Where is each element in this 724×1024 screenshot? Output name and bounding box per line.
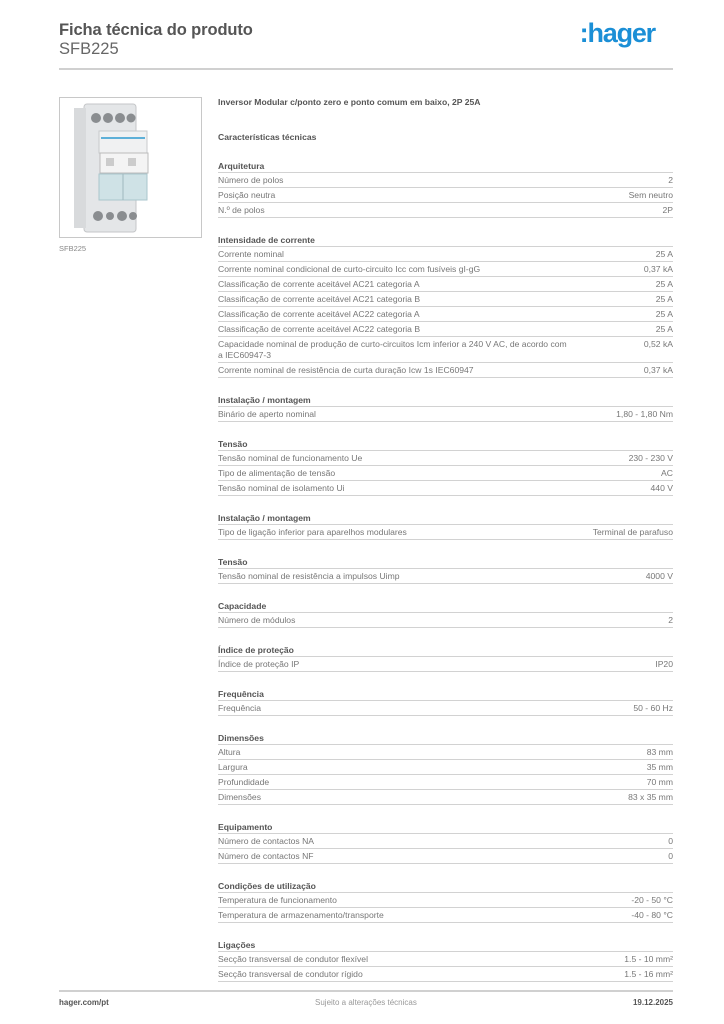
spec-label: Dimensões <box>218 792 261 802</box>
spec-value: 0 <box>668 851 673 861</box>
spec-row <box>218 701 673 716</box>
spec-label: Número de contactos NF <box>218 851 314 861</box>
spec-label: Número de contactos NA <box>218 836 315 846</box>
spec-row <box>218 203 673 218</box>
spec-row <box>218 525 673 540</box>
spec-row <box>218 967 673 982</box>
spec-group-title: Condições de utilização <box>218 879 673 893</box>
spec-label: Profundidade <box>218 777 270 787</box>
spec-group <box>218 820 673 871</box>
spec-label: Tipo de ligação inferior para aparelhos modulares <box>218 527 407 537</box>
spec-value: Sem neutro <box>628 190 673 200</box>
spec-value: 25 A <box>655 324 673 334</box>
spec-row <box>218 451 673 466</box>
spec-label: Classificação de corrente aceitável AC22 categoria A <box>218 309 420 319</box>
footer-date: 19.12.2025 <box>632 998 673 1007</box>
spec-label: Corrente nominal <box>218 249 284 259</box>
spec-group <box>218 731 673 812</box>
spec-group-title: Arquitetura <box>218 159 673 173</box>
spec-value: 2 <box>668 615 673 625</box>
spec-value: 1.5 - 16 mm² <box>624 969 673 979</box>
spec-value: 0,52 kA <box>643 339 673 349</box>
spec-value: 83 x 35 mm <box>628 792 673 802</box>
spec-value: 25 A <box>655 279 673 289</box>
spec-value: 4000 V <box>645 571 673 581</box>
spec-group <box>218 879 673 930</box>
spec-row <box>218 613 673 628</box>
spec-group <box>218 233 673 385</box>
footer-website[interactable]: hager.com/pt <box>59 998 109 1007</box>
spec-row <box>218 908 673 923</box>
spec-row <box>218 657 673 672</box>
spec-value: -20 - 50 °C <box>631 895 673 905</box>
spec-row <box>218 745 673 760</box>
spec-label: Tipo de alimentação de tensão <box>218 468 336 478</box>
spec-label: Largura <box>218 762 248 772</box>
spec-label: Frequência <box>218 703 261 713</box>
product-image-caption: SFB225 <box>59 244 87 253</box>
switch-device-illustration <box>60 98 201 237</box>
spec-row <box>218 952 673 967</box>
spec-group-title: Índice de proteção <box>218 643 673 657</box>
spec-label: N.º de polos <box>218 205 265 215</box>
spec-group <box>218 437 673 503</box>
spec-value: 230 - 230 V <box>628 453 673 463</box>
spec-label: Altura <box>218 747 241 757</box>
spec-label: Corrente nominal condicional de curto-circuito Icc com fusíveis gI-gG <box>218 264 481 274</box>
spec-label: Tensão nominal de funcionamento Ue <box>218 453 363 463</box>
document-title: Ficha técnica do produto <box>59 21 253 39</box>
spec-value: 2P <box>662 205 673 215</box>
spec-group-title: Tensão <box>218 555 673 569</box>
footer-divider <box>59 990 673 992</box>
spec-group <box>218 599 673 635</box>
spec-group-title: Dimensões <box>218 731 673 745</box>
spec-value: 25 A <box>655 309 673 319</box>
spec-value: 70 mm <box>646 777 673 787</box>
spec-value: 25 A <box>655 294 673 304</box>
spec-value: Terminal de parafuso <box>592 527 673 537</box>
product-code: SFB225 <box>59 40 119 58</box>
spec-label: Tensão nominal de resistência a impulsos Uimp <box>218 571 400 581</box>
spec-row <box>218 307 673 322</box>
header-divider <box>59 68 673 70</box>
spec-row <box>218 893 673 908</box>
spec-label: Classificação de corrente aceitável AC21 categoria A <box>218 279 420 289</box>
spec-group <box>218 555 673 591</box>
spec-label: Índice de proteção IP <box>218 659 300 669</box>
spec-row <box>218 173 673 188</box>
spec-value: 1,80 - 1,80 Nm <box>616 409 673 419</box>
spec-value: 1.5 - 10 mm² <box>624 954 673 964</box>
spec-value: 0 <box>668 836 673 846</box>
spec-value: IP20 <box>655 659 673 669</box>
spec-value: 440 V <box>650 483 673 493</box>
spec-label: Classificação de corrente aceitável AC21 categoria B <box>218 294 421 304</box>
spec-group <box>218 938 673 989</box>
spec-row <box>218 834 673 849</box>
page-footer <box>59 998 673 1007</box>
spec-group-title: Equipamento <box>218 820 673 834</box>
spec-value: 0,37 kA <box>643 365 673 375</box>
spec-row <box>218 188 673 203</box>
spec-value: 0,37 kA <box>643 264 673 274</box>
product-description: Inversor Modular c/ponto zero e ponto comum em baixo, 2P 25A <box>218 97 481 107</box>
spec-row <box>218 790 673 805</box>
product-image <box>59 97 202 238</box>
spec-value: 83 mm <box>646 747 673 757</box>
spec-group-title: Frequência <box>218 687 673 701</box>
spec-group-title: Instalação / montagem <box>218 393 673 407</box>
spec-row <box>218 262 673 277</box>
spec-group <box>218 511 673 547</box>
hager-logo: :hager <box>579 18 655 48</box>
spec-label: Temperatura de armazenamento/transporte <box>218 910 384 920</box>
spec-row <box>218 247 673 262</box>
spec-value: 35 mm <box>646 762 673 772</box>
spec-row <box>218 277 673 292</box>
spec-row <box>218 363 673 378</box>
spec-group <box>218 643 673 679</box>
spec-value: 25 A <box>655 249 673 259</box>
spec-row <box>218 775 673 790</box>
section-heading: Características técnicas <box>218 132 317 142</box>
spec-label: Capacidade nominal de produção de curto-circuitos Icm inferior a 240 V AC, de acordo com a IEC60947-3 <box>218 339 567 360</box>
spec-group <box>218 393 673 429</box>
spec-value: 50 - 60 Hz <box>633 703 673 713</box>
spec-row <box>218 407 673 422</box>
spec-row <box>218 849 673 864</box>
spec-label: Secção transversal de condutor flexível <box>218 954 368 964</box>
spec-row <box>218 569 673 584</box>
spec-row <box>218 466 673 481</box>
spec-row <box>218 322 673 337</box>
spec-value: AC <box>661 468 673 478</box>
spec-group-title: Intensidade de corrente <box>218 233 673 247</box>
spec-label: Corrente nominal de resistência de curta duração Icw 1s IEC60947 <box>218 365 474 375</box>
spec-value: 2 <box>668 175 673 185</box>
spec-label: Binário de aperto nominal <box>218 409 316 419</box>
spec-group-title: Capacidade <box>218 599 673 613</box>
spec-row <box>218 292 673 307</box>
spec-label: Temperatura de funcionamento <box>218 895 337 905</box>
spec-label: Posição neutra <box>218 190 276 200</box>
spec-group-title: Ligações <box>218 938 673 952</box>
spec-row <box>218 337 673 363</box>
page-header <box>59 20 673 59</box>
spec-group <box>218 687 673 723</box>
spec-label: Número de polos <box>218 175 284 185</box>
spec-content <box>218 96 673 989</box>
spec-group <box>218 159 673 225</box>
spec-row <box>218 481 673 496</box>
spec-label: Classificação de corrente aceitável AC22 categoria B <box>218 324 421 334</box>
spec-row <box>218 760 673 775</box>
spec-group-title: Instalação / montagem <box>218 511 673 525</box>
spec-label: Tensão nominal de isolamento Ui <box>218 483 345 493</box>
spec-group-title: Tensão <box>218 437 673 451</box>
spec-groups <box>218 159 673 989</box>
footer-note: Sujeito a alterações técnicas <box>315 998 417 1007</box>
spec-value: -40 - 80 °C <box>631 910 673 920</box>
spec-label: Secção transversal de condutor rígido <box>218 969 363 979</box>
spec-label: Número de módulos <box>218 615 296 625</box>
